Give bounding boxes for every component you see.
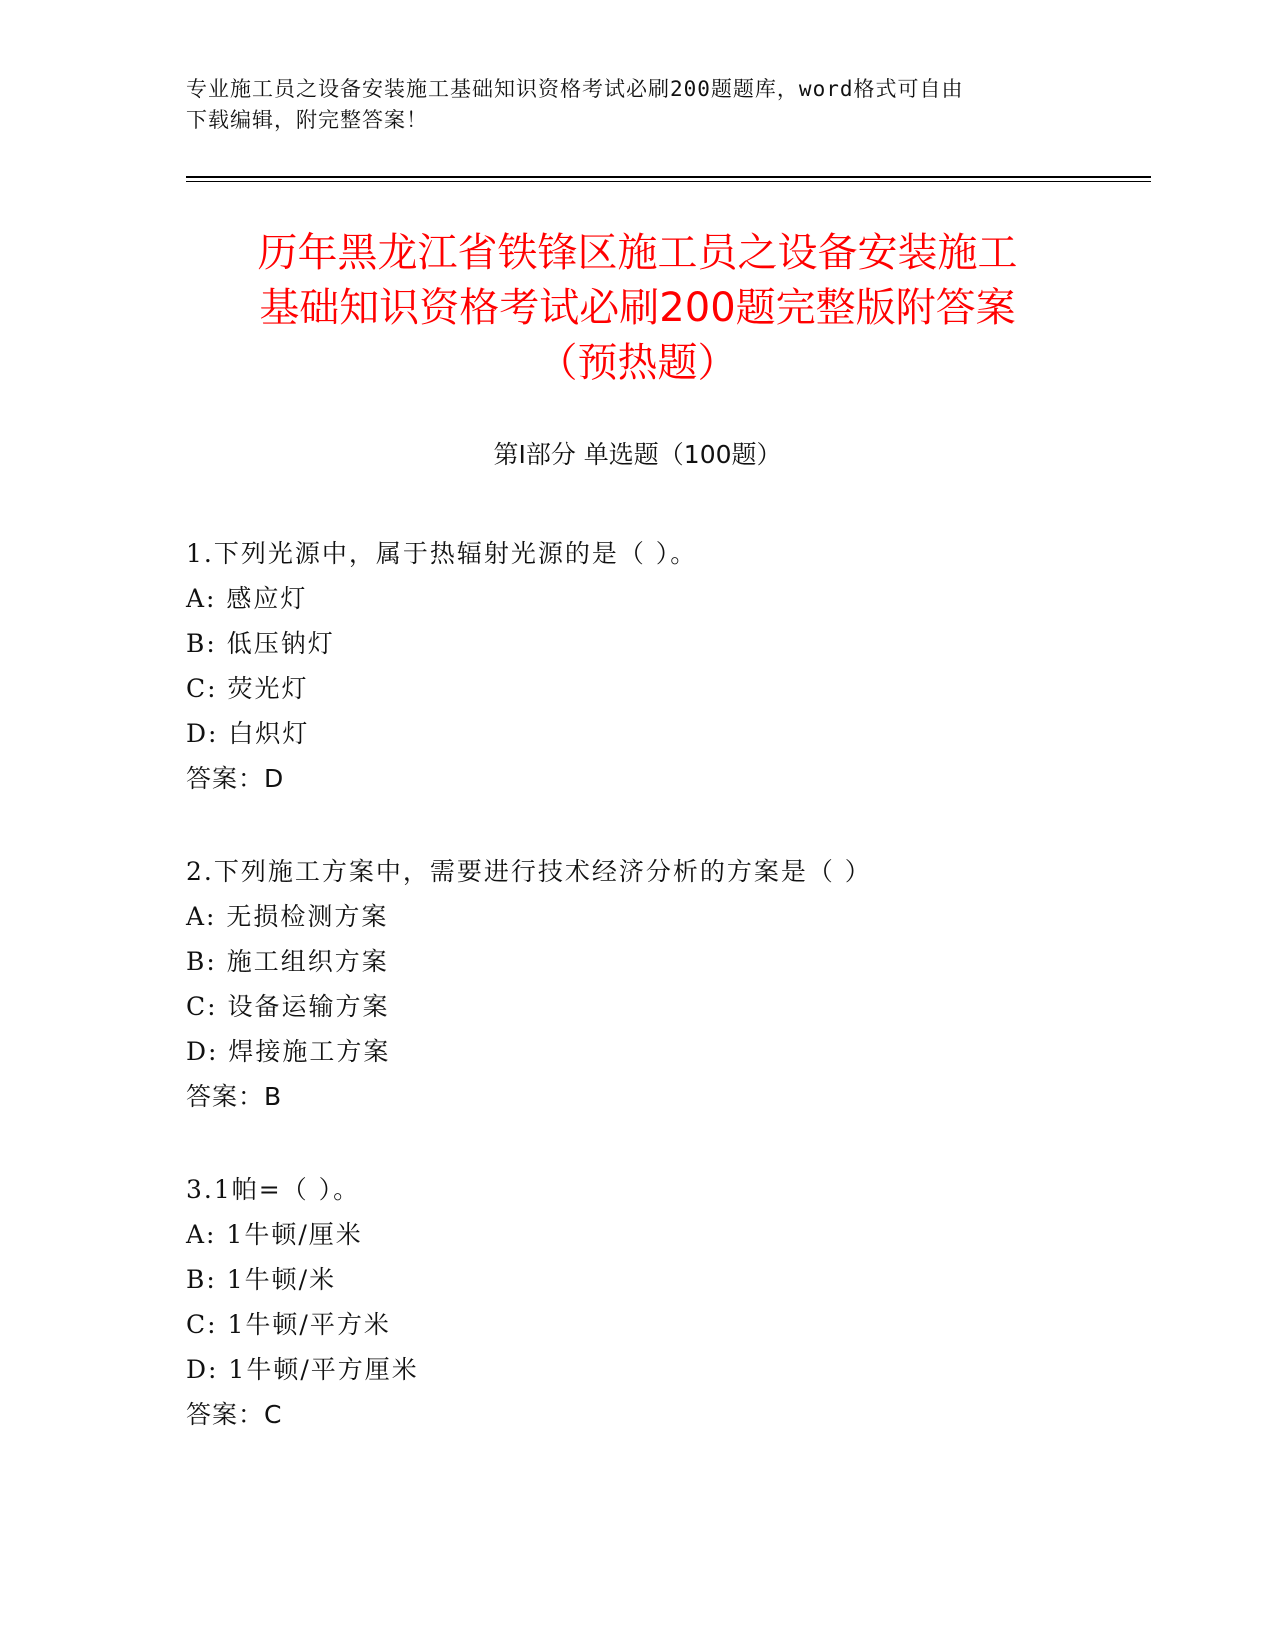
question-2 xyxy=(186,849,1126,1119)
question-stem: 2.下列施工方案中，需要进行技术经济分析的方案是（ ） xyxy=(186,857,872,886)
option-c: C: 设备运输方案 xyxy=(186,992,390,1021)
title-line3: （预热题） xyxy=(537,340,738,386)
question-1 xyxy=(186,531,1126,801)
header-note-line1: 专业施工员之设备安装施工基础知识资格考试必刷200题题库，word格式可自由 xyxy=(186,77,964,101)
option-c: C: 荧光灯 xyxy=(186,674,309,703)
header-divider-thin xyxy=(186,181,1151,182)
option-a: A: 1牛顿/厘米 xyxy=(186,1220,363,1249)
option-d: D: 焊接施工方案 xyxy=(186,1037,391,1066)
question-3 xyxy=(186,1167,1126,1437)
option-d: D: 1牛顿/平方厘米 xyxy=(186,1355,419,1384)
question-stem: 3.1帕=（ ）。 xyxy=(186,1175,361,1204)
option-b: B: 施工组织方案 xyxy=(186,947,389,976)
title-line2: 基础知识资格考试必刷200题完整版附答案 xyxy=(259,285,1016,331)
option-b: B: 低压钠灯 xyxy=(186,629,335,658)
title-line1: 历年黑龙江省铁锋区施工员之设备安装施工 xyxy=(257,230,1018,276)
option-b: B: 1牛顿/米 xyxy=(186,1265,337,1294)
option-a: A: 感应灯 xyxy=(186,584,308,613)
section-heading: 第Ⅰ部分 单选题（100题） xyxy=(493,440,782,469)
option-d: D: 白炽灯 xyxy=(186,719,310,748)
header-divider-thick xyxy=(186,176,1151,178)
answer: 答案：C xyxy=(186,1400,283,1429)
header-note xyxy=(186,74,1076,136)
answer: 答案：B xyxy=(186,1082,283,1111)
question-stem: 1.下列光源中，属于热辐射光源的是（ ）。 xyxy=(186,539,698,568)
document-title xyxy=(140,226,1135,391)
header-note-line2: 下载编辑，附完整答案！ xyxy=(186,108,428,132)
question-list xyxy=(186,531,1126,1485)
answer: 答案：D xyxy=(186,764,285,793)
option-a: A: 无损检测方案 xyxy=(186,902,389,931)
option-c: C: 1牛顿/平方米 xyxy=(186,1310,391,1339)
